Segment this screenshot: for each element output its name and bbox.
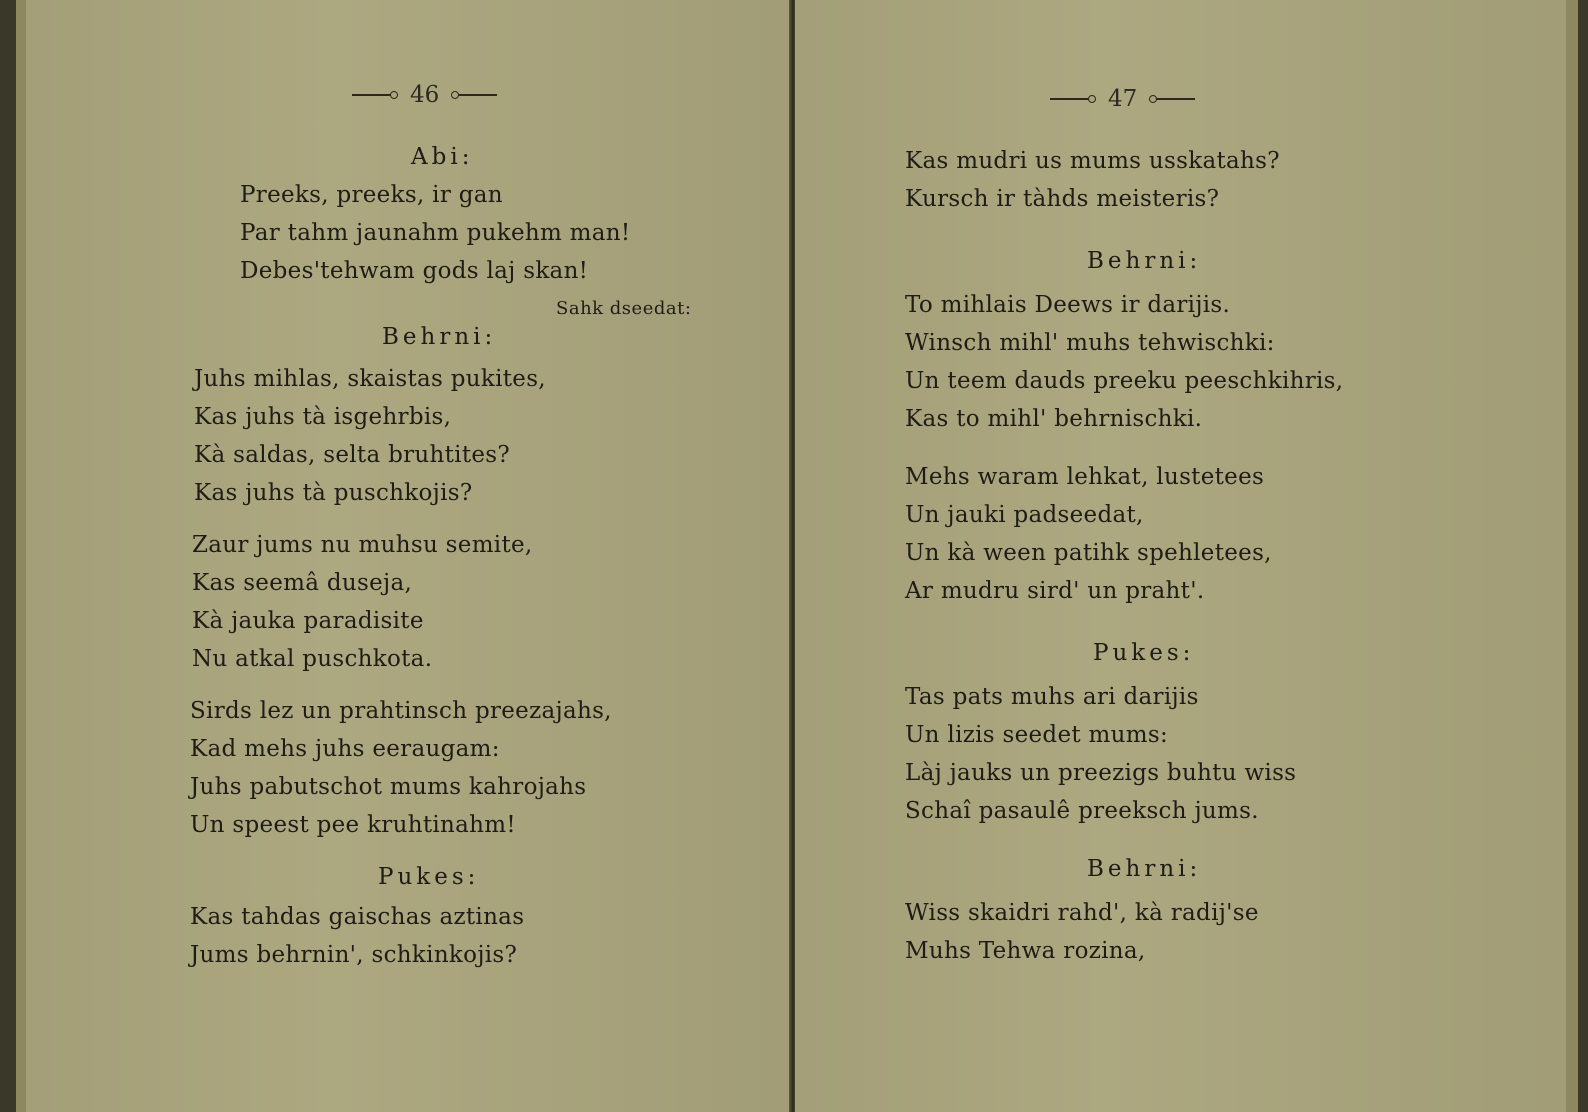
verse-line: Kas juhs tà puschkojis? <box>194 480 473 506</box>
verse-line: Kas seemâ duseja, <box>192 570 413 596</box>
verse-line: Kursch ir tàhds meisteris? <box>905 186 1220 212</box>
page-header-left <box>352 82 497 108</box>
verse-line: Un teem dauds preeku peeschkihris, <box>905 368 1344 394</box>
verse-line: Juhs mihlas, skaistas pukites, <box>194 366 546 392</box>
verse-line: Un lizis seedet mums: <box>905 722 1169 748</box>
right-page <box>795 0 1578 1112</box>
verse-line: Kas juhs tà isgehrbis, <box>194 404 452 430</box>
verse-line: Ar mudru sird' un praht'. <box>905 578 1205 604</box>
page-number: 46 <box>410 82 440 108</box>
speaker-line: Behrni: <box>1087 248 1202 274</box>
verse-line: Schaî pasaulê preeksch jums. <box>905 798 1259 824</box>
verse-line: Juhs pabutschot mums kahrojahs <box>190 774 587 800</box>
ornament-right-dash <box>453 94 497 96</box>
ornament-right-dash <box>1151 98 1195 100</box>
speaker-line: Pukes: <box>1093 640 1195 666</box>
verse-line: Un speest pee kruhtinahm! <box>190 812 516 838</box>
page-number: 47 <box>1108 86 1138 112</box>
ornament-left-dash <box>352 94 396 96</box>
verse-line: Kà saldas, selta bruhtites? <box>194 442 511 468</box>
verse-line: Tas pats muhs ari darijis <box>905 684 1199 710</box>
verse-line: Par tahm jaunahm pukehm man! <box>240 220 631 246</box>
verse-line: Jums behrnin', schkinkojis? <box>190 942 518 968</box>
verse-line: Sirds lez un prahtinsch preezajahs, <box>190 698 612 724</box>
verse-line: Un jauki padseedat, <box>905 502 1144 528</box>
speaker-line: Pukes: <box>378 864 480 890</box>
speaker-line: Behrni: <box>382 324 497 350</box>
ornament-left-dash <box>1050 98 1094 100</box>
verse-line: Wiss skaidri rahd', kà radij'se <box>905 900 1259 926</box>
verse-line: Kas to mihl' behrnischki. <box>905 406 1203 432</box>
verse-line: To mihlais Deews ir darijis. <box>905 292 1231 318</box>
verse-line: Kas mudri us mums usskatahs? <box>905 148 1280 174</box>
verse-line: Kas tahdas gaischas aztinas <box>190 904 525 930</box>
verse-line: Kad mehs juhs eeraugam: <box>190 736 500 762</box>
speaker-line: Abi: <box>411 144 474 170</box>
verse-line: Zaur jums nu muhsu semite, <box>192 532 533 558</box>
verse-line: Kà jauka paradisite <box>192 608 424 634</box>
verse-line: Muhs Tehwa rozina, <box>905 938 1146 964</box>
verse-line: Nu atkal puschkota. <box>192 646 433 672</box>
verse-line: Winsch mihl' muhs tehwischki: <box>905 330 1275 356</box>
verse-line: Mehs waram lehkat, lustetees <box>905 464 1265 490</box>
left-page <box>16 0 791 1112</box>
stage-direction: Sahk dseedat: <box>556 298 692 319</box>
verse-line: Debes'tehwam gods laj skan! <box>240 258 589 284</box>
page-header-right <box>1050 86 1195 112</box>
verse-line: Preeks, preeks, ir gan <box>240 182 503 208</box>
verse-line: Làj jauks un preezigs buhtu wiss <box>905 760 1297 786</box>
speaker-line: Behrni: <box>1087 856 1202 882</box>
verse-line: Un kà ween patihk spehletees, <box>905 540 1272 566</box>
